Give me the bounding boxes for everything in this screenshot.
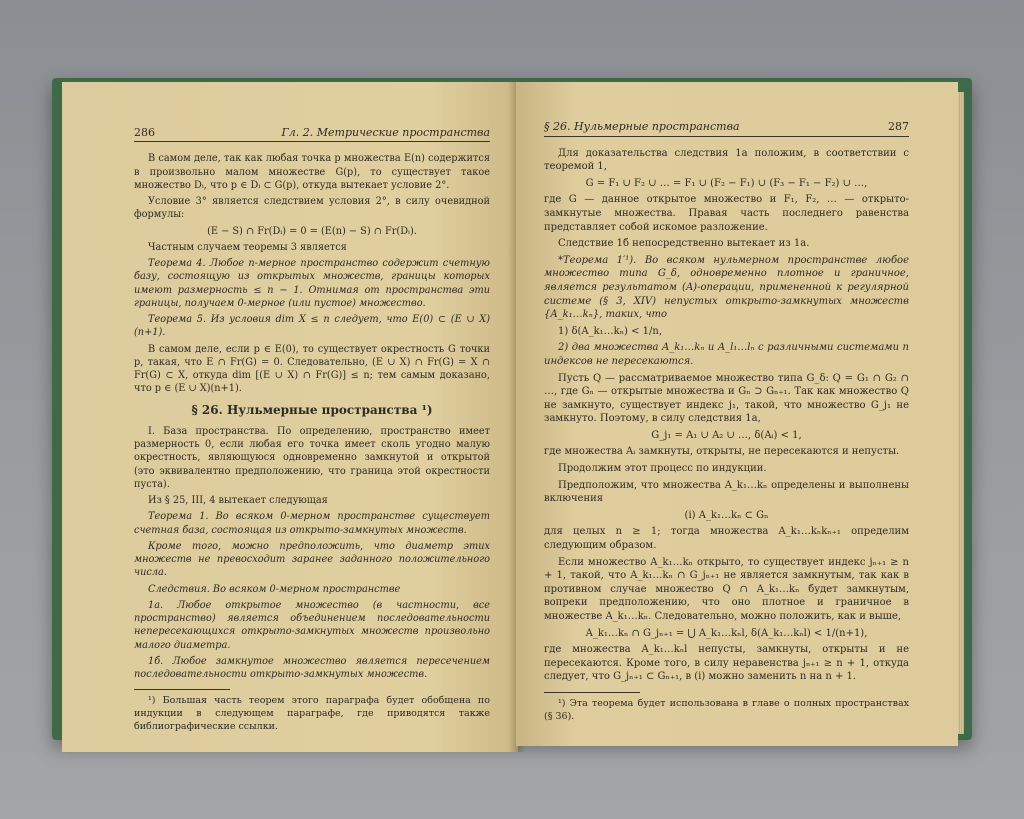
- left-page-content: [134, 126, 490, 736]
- condition: 1) δ(A_k₁…kₙ) < 1/n,: [558, 325, 663, 337]
- theorem: Теорема 1. Во всяком 0-мерном пространстве существует счетная база, состоящая из открыто-замкнутых множеств.: [134, 511, 490, 536]
- paragraph: для целых n ≥ 1; тогда множества A_k₁…kₙkₙ₊₁ определим следующим образом.: [544, 526, 909, 552]
- footnote: ¹) Эта теорема будет использована в главе о полных пространствах (§ 36).: [544, 697, 909, 722]
- formula: G = F₁ ∪ F₂ ∪ … = F₁ ∪ (F₂ − F₁) ∪ (F₃ − F₁ − F₂) ∪ …,: [585, 177, 868, 189]
- paragraph: Частным случаем теоремы 3 является: [148, 241, 347, 253]
- theorem: *Теорема 1′¹). Во всяком нульмерном пространстве любое множество типа G_δ, одновременно плотное и граничное, является результатом (A)-операции, примененной к регулярной системе (§ 3, XIV) непустых открыто-замкнутых множеств {A_k₁…kₙ}, таких, что: [544, 254, 909, 321]
- paragraph: Продолжим этот процесс по индукции.: [558, 463, 767, 475]
- paragraph: Если множество A_k₁…kₙ открыто, то существует индекс jₙ₊₁ ≥ n + 1, такой, что A_k₁…kₙ ∩ G_jₙ₊₁ не является замкнутым, так как в противном случае множество Q ∩ A_k₁…kₙ будет замкнутым, вопреки предположению, что оно плотное и граничное в множестве A_k₁…kₙ. Следовательно, можно положить, как и выше,: [544, 556, 909, 622]
- theorem: Теорема 4. Любое n-мерное пространство содержит счетную базу, состоящую из открытых множеств, границы которых имеют размерность ≤ n − 1. Отнимая от пространства эти границы, получаем 0-мерное (или пустое) множество.: [134, 258, 490, 309]
- left-page: [62, 82, 518, 752]
- section-title: § 26. Нульмерные пространства ¹): [191, 402, 433, 417]
- formula: (i) A_k₁…kₙ ⊂ Gₙ: [684, 509, 769, 521]
- paragraph: В самом деле, так как любая точка p множества E(n) содержится в произвольно малом множестве G(p), то существует такое множество Dᵢ, что p ∈ Dᵢ ⊂ G(p), откуда вытекает условие 2°.: [134, 153, 490, 191]
- paragraph: Условие 3° является следствием условия 2°, в силу очевидной формулы:: [134, 196, 490, 221]
- paragraph: Для доказательства следствия 1а положим, в соответствии с теоремой 1,: [544, 147, 909, 173]
- paragraph: Предположим, что множества A_k₁…kₙ определены и выполнены включения: [544, 479, 909, 505]
- right-running-head: [544, 120, 909, 137]
- formula: (E − S) ∩ Fr(Dᵢ) = 0 = (E(n) − S) ∩ Fr(Dᵢ).: [207, 225, 417, 237]
- corollary-heading: Следствия. Во всяком 0-мерном пространстве: [148, 583, 401, 595]
- condition: 2) два множества A_k₁…kₙ и A_l₁…lₙ с различными системами n индексов не пересекаются.: [544, 342, 909, 367]
- paragraph: Следствие 1б непосредственно вытекает из 1а.: [558, 238, 810, 250]
- footnote-rule: [544, 692, 640, 693]
- formula: G_j₁ = A₁ ∪ A₂ ∪ …, δ(Aᵢ) < 1,: [651, 429, 802, 441]
- paragraph: где G — данное открытое множество и F₁, F₂, … — открыто-замкнутые множества. Правая часть последнего равенства представляет собой искомое разложение.: [544, 194, 909, 233]
- footnote-rule: [134, 689, 230, 690]
- page-number: 287: [888, 120, 909, 133]
- footnote: ¹) Большая часть теорем этого параграфа будет обобщена по индукции в следующем параграфе, где приводятся также библиографические ссылки.: [134, 695, 490, 733]
- paragraph: Из § 25, III, 4 вытекает следующая: [148, 495, 328, 506]
- formula: A_k₁…kₙ ∩ G_jₙ₊₁ = ⋃ A_k₁…kₙl, δ(A_k₁…kₙl) < 1/(n+1),: [585, 627, 868, 639]
- right-page: [516, 82, 958, 746]
- paragraph: I. База пространства. По определению, пространство имеет размерность 0, если любая его точка имеет сколь угодно малую окрестность, являющуюся одновременно замкнутой и открытой (это эквивалентно предположению, что граница этой окрестности пуста).: [134, 425, 490, 490]
- paragraph: где множества Aᵢ замкнуты, открыты, не пересекаются и непусты.: [544, 446, 900, 458]
- section-running-title: § 26. Нульмерные пространства: [544, 120, 740, 133]
- corollary: 1б. Любое замкнутое множество является пересечением последовательности открыто-замкнутых множеств.: [134, 655, 490, 680]
- paragraph: Кроме того, можно предположить, что диаметр этих множеств не превосходит заранее заданного положительного числа.: [134, 540, 490, 579]
- paragraph: Пусть Q — рассматриваемое множество типа G_δ: Q = G₁ ∩ G₂ ∩ …, где Gₙ — открытые множества и Gₙ ⊃ Gₙ₊₁. Так как множество Q не замкнуто, существует индекс j₁, такой, что множество G_j₁ не замкнуто. Поэтому, в силу следствия 1а,: [544, 372, 909, 425]
- left-running-head: [134, 126, 490, 142]
- theorem: Теорема 5. Из условия dim X ≤ n следует, что E(0) ⊂ (E ∪ X)(n+1).: [134, 314, 490, 339]
- paragraph: где множества A_k₁…kₙl непусты, замкнуты, открыты и не пересекаются. Кроме того, в силу неравенства jₙ₊₁ ≥ n + 1, откуда следует, что G_jₙ₊₁ ⊂ Gₙ₊₁, в (i) можно заменить n на n + 1.: [544, 644, 909, 683]
- chapter-title: Гл. 2. Метрические пространства: [281, 126, 490, 139]
- right-page-content: [544, 120, 909, 726]
- paragraph: В самом деле, если p ∈ E(0), то существует окрестность G точки p, такая, что E ∩ Fr(G) = 0. Следовательно, (E ∪ X) ∩ Fr(G) = X ∩ Fr(G) ⊂ X, откуда dim [(E ∪ X) ∩ Fr(G)] ≤ n; тем самым доказано, что p ∈ (E ∪ X)(n+1).: [134, 343, 490, 395]
- corollary: 1а. Любое открытое множество (в частности, все пространство) является объединением последовательности непересекающихся открыто-замкнутых множеств произвольно малого диаметра.: [134, 599, 490, 651]
- page-number: 286: [134, 126, 155, 139]
